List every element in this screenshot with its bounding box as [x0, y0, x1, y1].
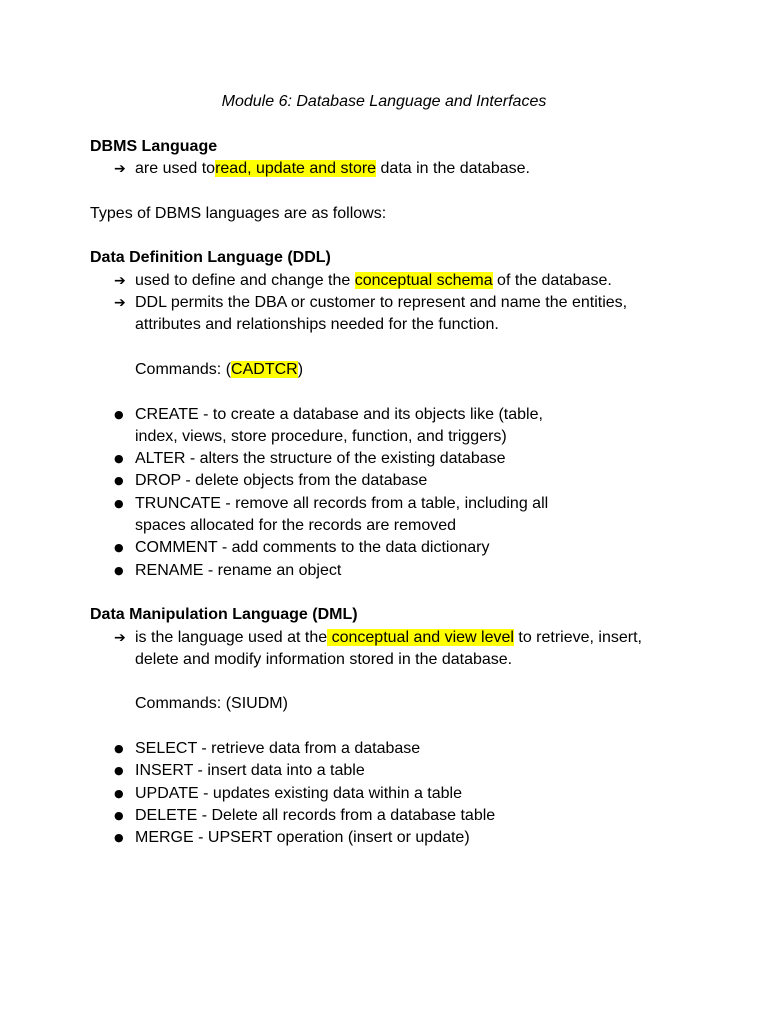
point-text: are used to	[135, 160, 216, 178]
ddl-heading: Data Definition Language (DDL)	[90, 249, 331, 267]
point-text: is the language used at the	[135, 628, 328, 646]
list-item: ● CREATE - to create a database and its objects like (table, index, views, store procedure, function, and triggers)	[90, 404, 565, 449]
document-body	[90, 136, 710, 850]
list-item: ● TRUNCATE - remove all records from a table, including all spaces allocated for the records are removed	[90, 493, 575, 538]
highlighted-text: read, update and store	[215, 160, 377, 178]
point-text: data in the database.	[376, 160, 530, 178]
ddl-points	[90, 270, 710, 337]
list-item: ● UPDATE - updates existing data within a table	[90, 783, 710, 805]
list-item: ● ALTER - alters the structure of the existing database	[90, 448, 710, 470]
dbms-language-points	[90, 158, 710, 180]
list-item: ● DROP - delete objects from the database	[90, 470, 710, 492]
ddl-command-list	[90, 404, 710, 582]
ddl-point: ➔ DDL permits the DBA or customer to represent and name the entities, attributes and relationships needed for the function.	[90, 292, 655, 337]
types-intro: Types of DBMS languages are as follows:	[90, 204, 387, 222]
highlighted-text: CADTCR	[231, 360, 298, 378]
list-item: ● COMMENT - add comments to the data dictionary	[90, 537, 710, 559]
list-item: ● MERGE - UPSERT operation (insert or update)	[90, 827, 710, 849]
dml-command-list	[90, 738, 710, 849]
list-item: ● SELECT - retrieve data from a database	[90, 738, 710, 760]
list-item: ● RENAME - rename an object	[90, 560, 710, 582]
dml-heading: Data Manipulation Language (DML)	[90, 606, 358, 624]
commands-text: Commands: (	[135, 360, 232, 378]
commands-text: )	[297, 360, 304, 378]
dml-points	[90, 627, 710, 672]
ddl-point	[90, 270, 710, 292]
point-text: of the database.	[492, 271, 612, 289]
list-item: ● INSERT - insert data into a table	[90, 760, 710, 782]
dbms-language-heading: DBMS Language	[90, 138, 218, 155]
point-text: used to define and change the	[135, 271, 355, 289]
highlighted-text: conceptual schema	[354, 271, 493, 289]
dml-commands: Commands: (SIUDM)	[135, 695, 288, 713]
list-item: ● DELETE - Delete all records from a database table	[90, 805, 710, 827]
point-text: to retrieve, insert, delete and modify information stored in the database.	[135, 628, 642, 668]
dbms-language-point	[90, 158, 710, 180]
highlighted-text: conceptual and view level	[327, 628, 514, 646]
document-title: Module 6: Database Language and Interfaces	[221, 93, 547, 110]
ddl-commands	[90, 359, 710, 381]
dml-point	[90, 627, 665, 672]
